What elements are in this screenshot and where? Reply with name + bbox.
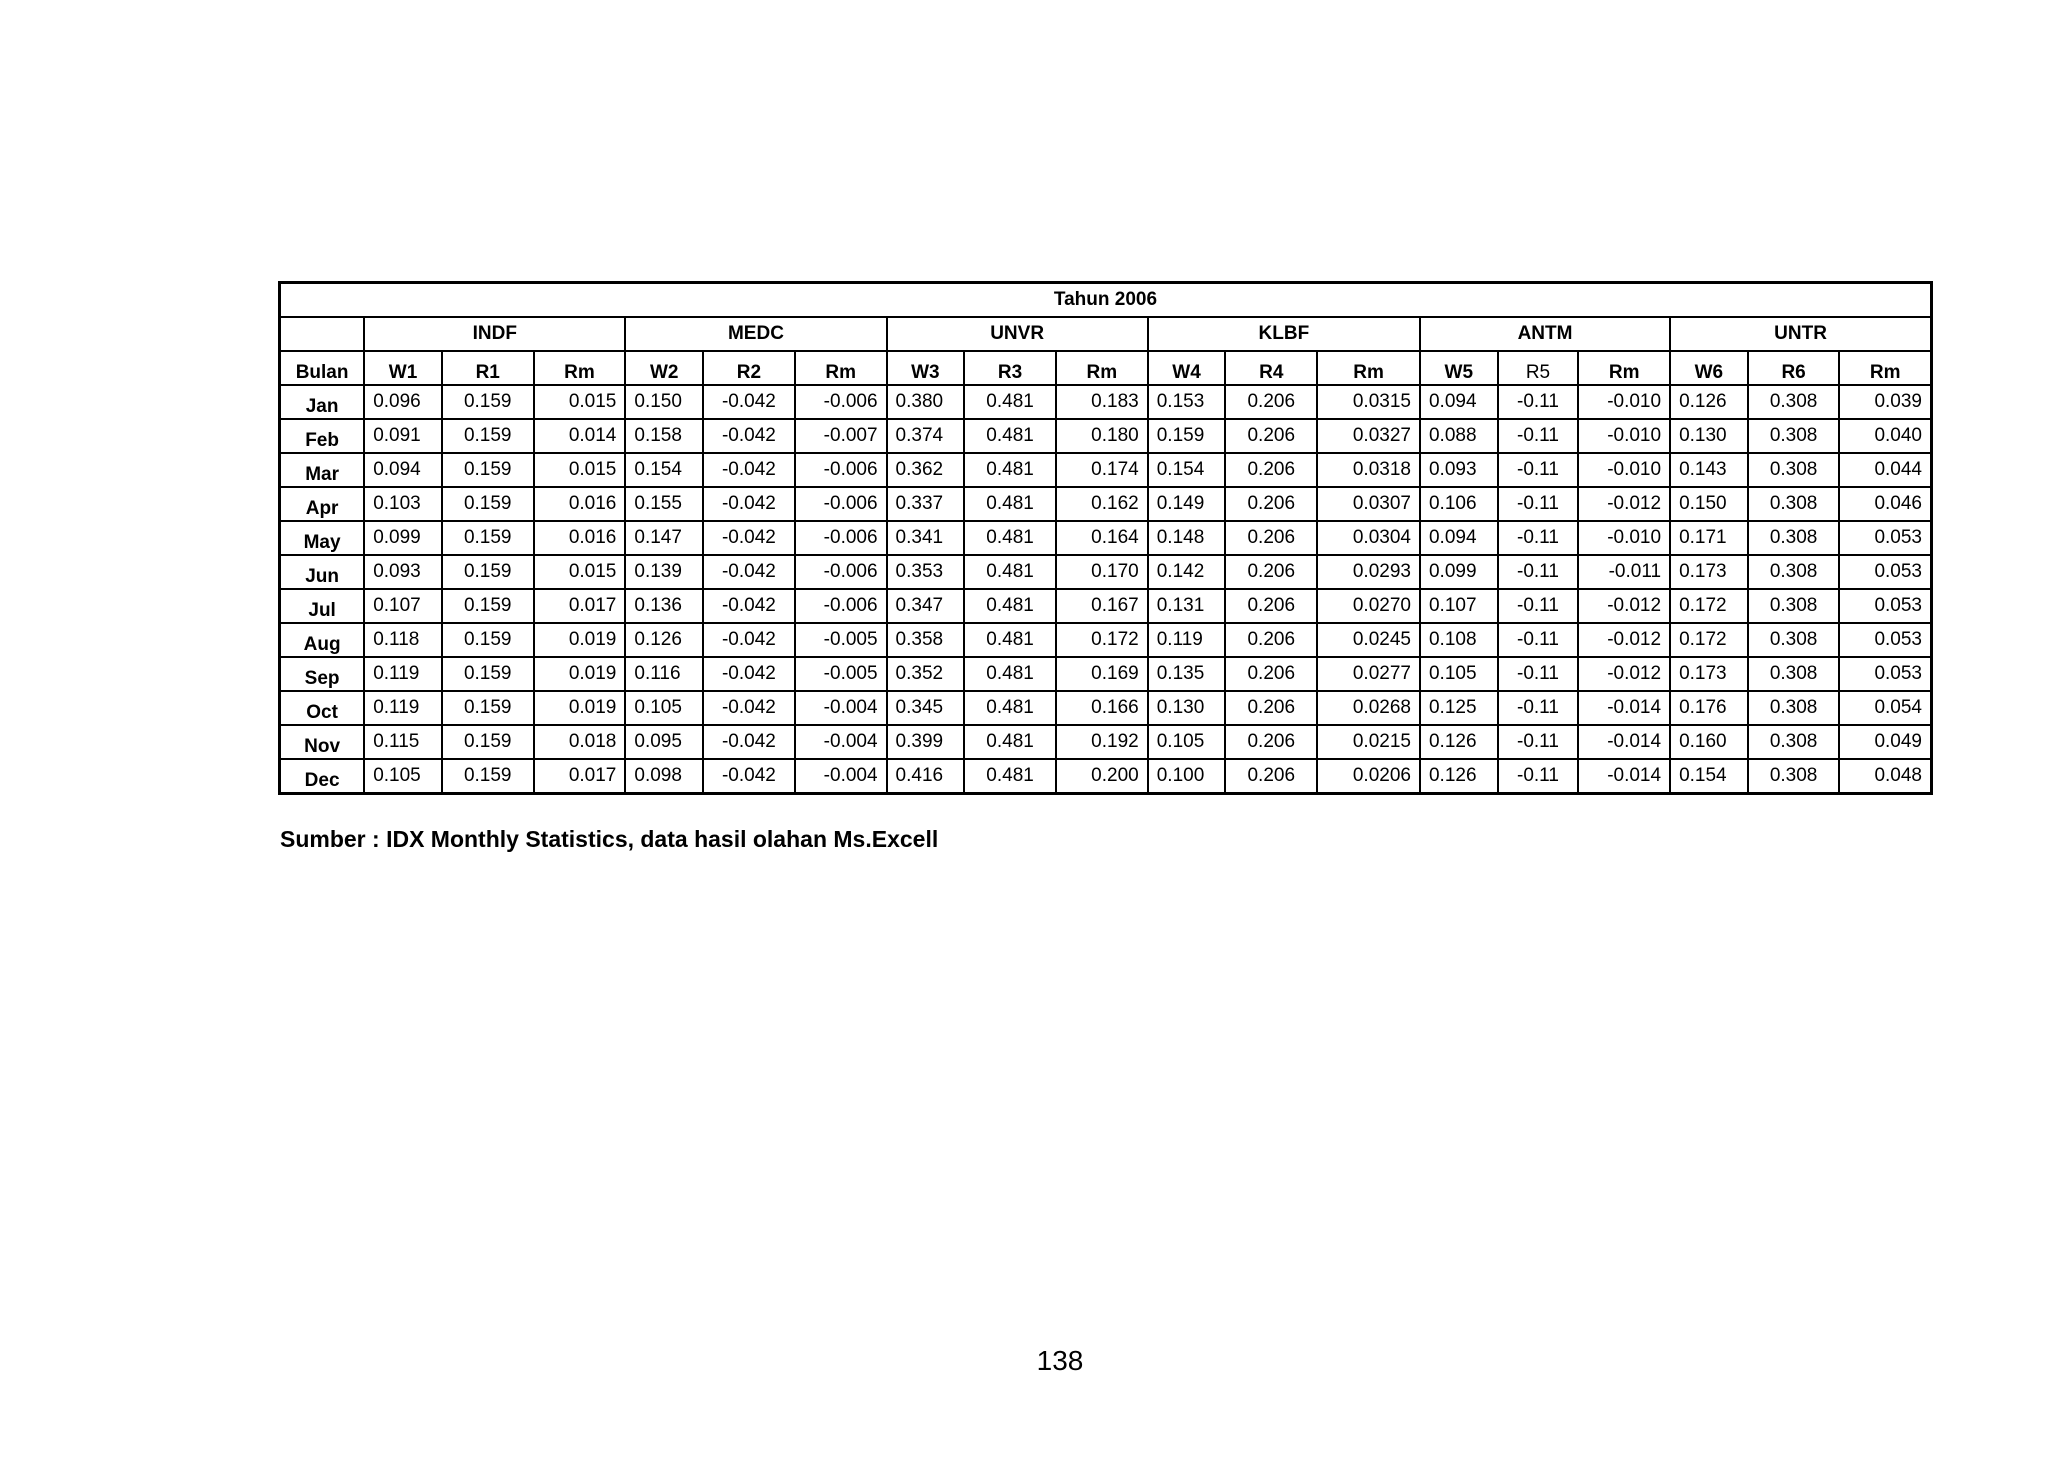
value-cell: 0.095	[625, 725, 703, 759]
value-cell: 0.108	[1420, 623, 1498, 657]
column-header: R3	[964, 351, 1056, 385]
value-cell: 0.159	[442, 487, 534, 521]
value-cell: 0.481	[964, 487, 1056, 521]
value-cell: 0.105	[364, 759, 442, 794]
bulan-header: Bulan	[280, 351, 365, 385]
table-row	[280, 487, 1932, 521]
value-cell: 0.130	[1670, 419, 1748, 453]
column-header: W5	[1420, 351, 1498, 385]
value-cell: 0.173	[1670, 555, 1748, 589]
value-cell: 0.049	[1839, 725, 1931, 759]
value-cell: 0.358	[887, 623, 965, 657]
month-cell: Feb	[280, 419, 365, 453]
value-cell: 0.154	[1148, 453, 1226, 487]
column-header: Rm	[795, 351, 887, 385]
value-cell: 0.105	[1148, 725, 1226, 759]
value-cell: 0.206	[1225, 589, 1317, 623]
value-cell: 0.154	[1670, 759, 1748, 794]
value-cell: -0.11	[1498, 385, 1579, 419]
value-cell: 0.399	[887, 725, 965, 759]
value-cell: 0.0277	[1317, 657, 1420, 691]
month-cell: May	[280, 521, 365, 555]
value-cell: 0.142	[1148, 555, 1226, 589]
value-cell: 0.150	[1670, 487, 1748, 521]
value-cell: -0.11	[1498, 419, 1579, 453]
value-cell: 0.171	[1670, 521, 1748, 555]
value-cell: 0.016	[534, 487, 626, 521]
value-cell: 0.088	[1420, 419, 1498, 453]
value-cell: 0.353	[887, 555, 965, 589]
value-cell: 0.347	[887, 589, 965, 623]
value-cell: 0.192	[1056, 725, 1148, 759]
value-cell: 0.093	[364, 555, 442, 589]
value-cell: 0.0268	[1317, 691, 1420, 725]
value-cell: -0.006	[795, 589, 887, 623]
value-cell: -0.042	[703, 623, 795, 657]
column-header: R4	[1225, 351, 1317, 385]
value-cell: 0.159	[442, 385, 534, 419]
value-cell: -0.012	[1578, 657, 1670, 691]
value-cell: 0.172	[1670, 623, 1748, 657]
value-cell: 0.166	[1056, 691, 1148, 725]
value-cell: 0.091	[364, 419, 442, 453]
value-cell: 0.206	[1225, 555, 1317, 589]
column-header: W3	[887, 351, 965, 385]
month-cell: Mar	[280, 453, 365, 487]
column-header: W1	[364, 351, 442, 385]
value-cell: 0.019	[534, 623, 626, 657]
value-cell: 0.053	[1839, 589, 1931, 623]
value-cell: 0.019	[534, 657, 626, 691]
value-cell: -0.11	[1498, 657, 1579, 691]
value-cell: 0.481	[964, 555, 1056, 589]
value-cell: 0.308	[1748, 657, 1840, 691]
value-cell: -0.11	[1498, 759, 1579, 794]
value-cell: 0.053	[1839, 555, 1931, 589]
value-cell: 0.098	[625, 759, 703, 794]
value-cell: 0.155	[625, 487, 703, 521]
table-row	[280, 623, 1932, 657]
month-cell: Oct	[280, 691, 365, 725]
value-cell: 0.018	[534, 725, 626, 759]
value-cell: 0.159	[1148, 419, 1226, 453]
group-header-untr: UNTR	[1670, 317, 1931, 351]
value-cell: -0.042	[703, 385, 795, 419]
value-cell: 0.148	[1148, 521, 1226, 555]
value-cell: 0.337	[887, 487, 965, 521]
value-cell: 0.481	[964, 385, 1056, 419]
value-cell: 0.206	[1225, 657, 1317, 691]
value-cell: 0.044	[1839, 453, 1931, 487]
value-cell: 0.040	[1839, 419, 1931, 453]
data-table	[278, 281, 1933, 795]
value-cell: 0.094	[1420, 385, 1498, 419]
value-cell: 0.039	[1839, 385, 1931, 419]
value-cell: 0.0206	[1317, 759, 1420, 794]
month-cell: Jun	[280, 555, 365, 589]
value-cell: -0.014	[1578, 691, 1670, 725]
value-cell: -0.042	[703, 589, 795, 623]
column-header: Rm	[1578, 351, 1670, 385]
table-row	[280, 521, 1932, 555]
value-cell: 0.308	[1748, 453, 1840, 487]
value-cell: 0.206	[1225, 419, 1317, 453]
value-cell: -0.11	[1498, 453, 1579, 487]
value-cell: -0.11	[1498, 487, 1579, 521]
value-cell: 0.0215	[1317, 725, 1420, 759]
value-cell: 0.159	[442, 623, 534, 657]
value-cell: 0.150	[625, 385, 703, 419]
value-cell: 0.167	[1056, 589, 1148, 623]
value-cell: 0.147	[625, 521, 703, 555]
month-cell: Jan	[280, 385, 365, 419]
value-cell: 0.164	[1056, 521, 1148, 555]
value-cell: 0.0327	[1317, 419, 1420, 453]
value-cell: 0.481	[964, 419, 1056, 453]
value-cell: 0.105	[1420, 657, 1498, 691]
value-cell: 0.017	[534, 759, 626, 794]
column-header: R5	[1498, 351, 1579, 385]
month-cell: Sep	[280, 657, 365, 691]
value-cell: 0.173	[1670, 657, 1748, 691]
value-cell: 0.206	[1225, 521, 1317, 555]
value-cell: 0.481	[964, 657, 1056, 691]
value-cell: 0.170	[1056, 555, 1148, 589]
value-cell: -0.042	[703, 725, 795, 759]
value-cell: 0.345	[887, 691, 965, 725]
group-header-medc: MEDC	[625, 317, 886, 351]
value-cell: -0.014	[1578, 759, 1670, 794]
value-cell: 0.014	[534, 419, 626, 453]
value-cell: 0.154	[625, 453, 703, 487]
value-cell: -0.012	[1578, 623, 1670, 657]
value-cell: 0.159	[442, 555, 534, 589]
value-cell: 0.308	[1748, 623, 1840, 657]
value-cell: 0.149	[1148, 487, 1226, 521]
month-cell: Nov	[280, 725, 365, 759]
table-row	[280, 657, 1932, 691]
value-cell: 0.053	[1839, 657, 1931, 691]
value-cell: 0.308	[1748, 487, 1840, 521]
table-row	[280, 419, 1932, 453]
value-cell: -0.004	[795, 725, 887, 759]
value-cell: 0.126	[625, 623, 703, 657]
table-row	[280, 759, 1932, 794]
value-cell: -0.11	[1498, 623, 1579, 657]
column-header: W2	[625, 351, 703, 385]
value-cell: 0.106	[1420, 487, 1498, 521]
value-cell: 0.0293	[1317, 555, 1420, 589]
value-cell: 0.308	[1748, 385, 1840, 419]
value-cell: -0.006	[795, 487, 887, 521]
value-cell: -0.11	[1498, 691, 1579, 725]
value-cell: 0.308	[1748, 589, 1840, 623]
value-cell: 0.139	[625, 555, 703, 589]
group-header-indf: INDF	[364, 317, 625, 351]
value-cell: 0.125	[1420, 691, 1498, 725]
value-cell: 0.206	[1225, 691, 1317, 725]
value-cell: -0.006	[795, 555, 887, 589]
value-cell: 0.206	[1225, 487, 1317, 521]
value-cell: 0.174	[1056, 453, 1148, 487]
value-cell: 0.159	[442, 691, 534, 725]
value-cell: 0.206	[1225, 759, 1317, 794]
value-cell: 0.143	[1670, 453, 1748, 487]
value-cell: 0.096	[364, 385, 442, 419]
value-cell: 0.116	[625, 657, 703, 691]
value-cell: 0.352	[887, 657, 965, 691]
value-cell: 0.046	[1839, 487, 1931, 521]
value-cell: 0.017	[534, 589, 626, 623]
value-cell: 0.308	[1748, 691, 1840, 725]
value-cell: 0.180	[1056, 419, 1148, 453]
value-cell: -0.011	[1578, 555, 1670, 589]
value-cell: 0.206	[1225, 725, 1317, 759]
value-cell: 0.126	[1670, 385, 1748, 419]
value-cell: 0.200	[1056, 759, 1148, 794]
value-cell: -0.11	[1498, 725, 1579, 759]
value-cell: 0.206	[1225, 623, 1317, 657]
value-cell: 0.0270	[1317, 589, 1420, 623]
value-cell: 0.107	[364, 589, 442, 623]
value-cell: 0.054	[1839, 691, 1931, 725]
value-cell: 0.159	[442, 725, 534, 759]
value-cell: 0.159	[442, 521, 534, 555]
value-cell: -0.042	[703, 759, 795, 794]
month-cell: Aug	[280, 623, 365, 657]
value-cell: -0.042	[703, 691, 795, 725]
value-cell: 0.0304	[1317, 521, 1420, 555]
value-cell: 0.481	[964, 725, 1056, 759]
bulan-header-spacer	[280, 317, 365, 351]
column-header: Rm	[1317, 351, 1420, 385]
group-header-antm: ANTM	[1420, 317, 1670, 351]
value-cell: 0.0307	[1317, 487, 1420, 521]
value-cell: -0.042	[703, 555, 795, 589]
value-cell: 0.308	[1748, 555, 1840, 589]
value-cell: 0.183	[1056, 385, 1148, 419]
value-cell: -0.012	[1578, 589, 1670, 623]
table-row	[280, 725, 1932, 759]
value-cell: 0.094	[1420, 521, 1498, 555]
value-cell: 0.162	[1056, 487, 1148, 521]
table-row	[280, 691, 1932, 725]
column-header: Rm	[1839, 351, 1931, 385]
value-cell: 0.481	[964, 623, 1056, 657]
value-cell: 0.172	[1670, 589, 1748, 623]
value-cell: -0.11	[1498, 589, 1579, 623]
value-cell: 0.105	[625, 691, 703, 725]
value-cell: -0.005	[795, 623, 887, 657]
value-cell: -0.006	[795, 521, 887, 555]
month-cell: Dec	[280, 759, 365, 794]
value-cell: -0.006	[795, 385, 887, 419]
value-cell: 0.416	[887, 759, 965, 794]
month-cell: Jul	[280, 589, 365, 623]
value-cell: 0.103	[364, 487, 442, 521]
value-cell: 0.159	[442, 759, 534, 794]
value-cell: 0.136	[625, 589, 703, 623]
value-cell: -0.042	[703, 453, 795, 487]
column-header: R6	[1748, 351, 1840, 385]
source-note: Sumber : IDX Monthly Statistics, data hasil olahan Ms.Excell	[280, 826, 939, 852]
value-cell: 0.115	[364, 725, 442, 759]
table-title: Tahun 2006	[280, 283, 1932, 318]
value-cell: 0.0245	[1317, 623, 1420, 657]
value-cell: 0.159	[442, 419, 534, 453]
value-cell: 0.308	[1748, 725, 1840, 759]
value-cell: 0.374	[887, 419, 965, 453]
column-header: W6	[1670, 351, 1748, 385]
value-cell: 0.099	[364, 521, 442, 555]
column-header: Rm	[1056, 351, 1148, 385]
value-cell: -0.004	[795, 691, 887, 725]
data-table-container	[278, 281, 1933, 795]
column-header: W4	[1148, 351, 1226, 385]
value-cell: -0.010	[1578, 521, 1670, 555]
value-cell: -0.042	[703, 419, 795, 453]
value-cell: 0.126	[1420, 725, 1498, 759]
value-cell: 0.015	[534, 555, 626, 589]
value-cell: -0.010	[1578, 419, 1670, 453]
value-cell: 0.131	[1148, 589, 1226, 623]
value-cell: 0.135	[1148, 657, 1226, 691]
value-cell: -0.010	[1578, 385, 1670, 419]
value-cell: -0.006	[795, 453, 887, 487]
value-cell: 0.206	[1225, 453, 1317, 487]
value-cell: 0.015	[534, 385, 626, 419]
value-cell: 0.308	[1748, 419, 1840, 453]
month-cell: Apr	[280, 487, 365, 521]
table-row	[280, 453, 1932, 487]
value-cell: 0.048	[1839, 759, 1931, 794]
value-cell: 0.308	[1748, 759, 1840, 794]
value-cell: 0.119	[364, 657, 442, 691]
value-cell: 0.0318	[1317, 453, 1420, 487]
value-cell: 0.481	[964, 589, 1056, 623]
value-cell: 0.099	[1420, 555, 1498, 589]
value-cell: 0.094	[364, 453, 442, 487]
column-header: R2	[703, 351, 795, 385]
value-cell: 0.481	[964, 521, 1056, 555]
value-cell: 0.100	[1148, 759, 1226, 794]
value-cell: 0.053	[1839, 623, 1931, 657]
value-cell: -0.010	[1578, 453, 1670, 487]
column-header: R1	[442, 351, 534, 385]
group-header-unvr: UNVR	[887, 317, 1148, 351]
value-cell: 0.107	[1420, 589, 1498, 623]
value-cell: 0.169	[1056, 657, 1148, 691]
value-cell: -0.11	[1498, 521, 1579, 555]
value-cell: -0.012	[1578, 487, 1670, 521]
value-cell: 0.308	[1748, 521, 1840, 555]
value-cell: 0.015	[534, 453, 626, 487]
value-cell: -0.014	[1578, 725, 1670, 759]
column-header: Rm	[534, 351, 626, 385]
value-cell: 0.176	[1670, 691, 1748, 725]
value-cell: 0.481	[964, 453, 1056, 487]
value-cell: 0.159	[442, 657, 534, 691]
value-cell: -0.007	[795, 419, 887, 453]
value-cell: 0.159	[442, 453, 534, 487]
value-cell: 0.119	[364, 691, 442, 725]
value-cell: -0.042	[703, 487, 795, 521]
value-cell: 0.053	[1839, 521, 1931, 555]
value-cell: 0.159	[442, 589, 534, 623]
value-cell: 0.362	[887, 453, 965, 487]
value-cell: 0.160	[1670, 725, 1748, 759]
value-cell: 0.119	[1148, 623, 1226, 657]
value-cell: 0.0315	[1317, 385, 1420, 419]
value-cell: 0.016	[534, 521, 626, 555]
value-cell: -0.042	[703, 521, 795, 555]
table-row	[280, 589, 1932, 623]
value-cell: 0.093	[1420, 453, 1498, 487]
value-cell: 0.126	[1420, 759, 1498, 794]
value-cell: -0.042	[703, 657, 795, 691]
value-cell: 0.172	[1056, 623, 1148, 657]
value-cell: 0.130	[1148, 691, 1226, 725]
value-cell: 0.206	[1225, 385, 1317, 419]
value-cell: -0.005	[795, 657, 887, 691]
page-number: 138	[1036, 1345, 1084, 1376]
table-row	[280, 555, 1932, 589]
value-cell: 0.158	[625, 419, 703, 453]
value-cell: -0.004	[795, 759, 887, 794]
value-cell: 0.118	[364, 623, 442, 657]
value-cell: 0.481	[964, 759, 1056, 794]
value-cell: 0.380	[887, 385, 965, 419]
value-cell: -0.11	[1498, 555, 1579, 589]
table-row	[280, 385, 1932, 419]
value-cell: 0.341	[887, 521, 965, 555]
value-cell: 0.153	[1148, 385, 1226, 419]
value-cell: 0.481	[964, 691, 1056, 725]
value-cell: 0.019	[534, 691, 626, 725]
group-header-klbf: KLBF	[1148, 317, 1420, 351]
